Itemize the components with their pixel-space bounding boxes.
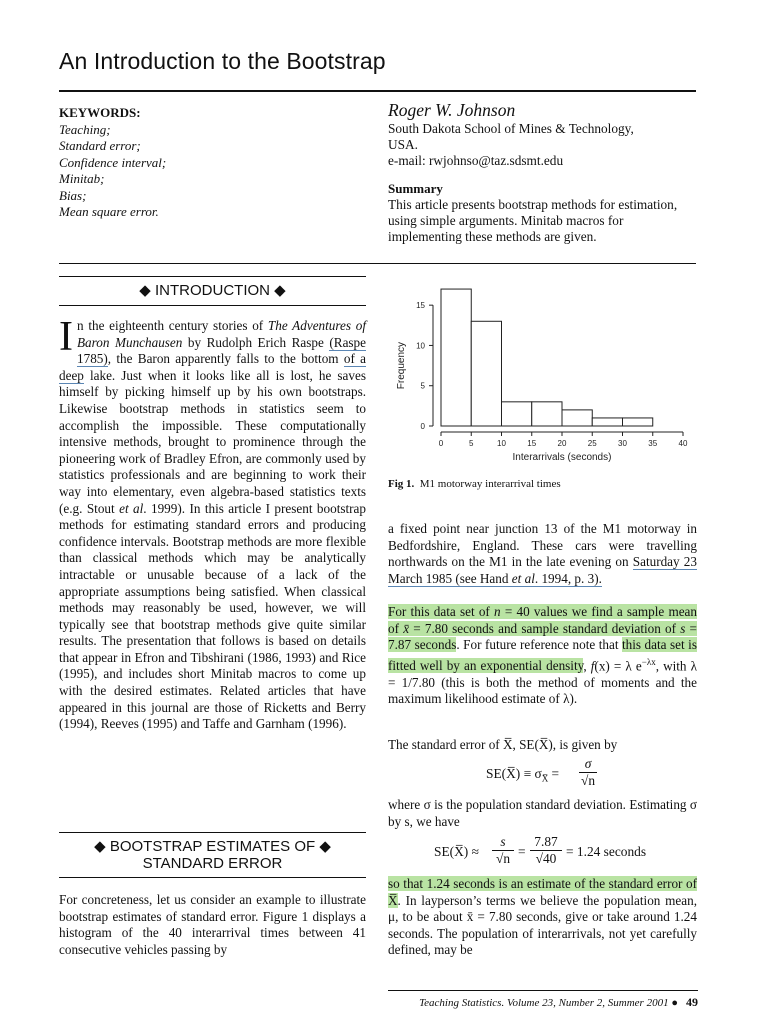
equation-se-estimate	[434, 834, 664, 874]
y-tick-label: 15	[416, 301, 425, 311]
keyword-item: Standard error;	[59, 138, 141, 153]
keywords-heading: KEYWORDS:	[59, 105, 141, 120]
histogram-bar	[592, 418, 622, 426]
eq-text: SE(X̅) ≈	[434, 844, 479, 859]
author-email: e-mail: rwjohnso@taz.sdsmt.edu	[388, 153, 564, 168]
histogram-bar	[471, 321, 501, 426]
histogram-bar	[532, 402, 562, 426]
keyword-item: Mean square error.	[59, 204, 159, 219]
xbar-symbol: x̄	[403, 620, 410, 636]
highlighted-text: so that 1.24 seconds is an estimate of the standard error of X̅	[388, 876, 697, 908]
page-number: 49	[686, 995, 698, 1009]
x-tick-label: 15	[527, 439, 537, 448]
y-tick-label: 5	[420, 381, 425, 391]
text-run: , the Baron apparently falls to the bottom	[107, 351, 344, 367]
footer-rule	[388, 990, 698, 991]
text-run: by Rudolph Erich Raspe	[182, 334, 330, 350]
highlighted-text: = 40 values we find a sample mean of	[388, 604, 697, 636]
text-run: a fixed point near junction 13 of the M1 motorway in Bedfordshire, England. These cars were travelling northwards on the M1 in the late evening on	[388, 521, 697, 570]
highlighted-text: = 7.87 seconds	[388, 620, 697, 653]
eq-numerator: σ	[579, 756, 597, 773]
x-axis-label: Interarrivals (seconds)	[512, 452, 612, 463]
section-heading-line: ◆ BOOTSTRAP ESTIMATES OF ◆	[94, 838, 331, 855]
eq-text: SE(X̅) ≡ σ	[486, 766, 542, 781]
y-tick-label: 0	[420, 422, 425, 431]
x-tick-label: 25	[587, 439, 597, 448]
right-paragraph-1	[388, 521, 697, 587]
underlined-text: of a deep	[59, 351, 366, 383]
figure-label: Fig 1.	[388, 478, 415, 490]
highlighted-text: this data set is fitted well by an exponential density	[388, 637, 697, 674]
author-block	[388, 102, 698, 245]
page-footer	[388, 995, 698, 1010]
text-run: lake. Just when it looks like all is lost, he saves himself by picking himself up by his own bootstraps. Likewise bootstrap methods in statistics seem to accomplish the impossible. These computationally intensive methods, brought to prominence through the pioneering work of Bradley Efron, are commonly used by statistics professionals and are beginning to work their way into elementary, even algebra-based statistics texts (e.g. Stout	[59, 367, 366, 516]
eq-numerator: 7.87	[530, 834, 562, 851]
x-tick-label: 20	[557, 439, 567, 448]
citation-link[interactable]: (Raspe 1785)	[77, 334, 366, 367]
right-paragraph-4: where σ is the population standard deviation. Estimating σ by s, we have	[388, 797, 697, 829]
section2-paragraph: For concreteness, let us consider an example to illustrate bootstrap estimates of standard error. Figure 1 displays a histogram of the 40 interarrival times between 41 consecutive vehicles passing by	[59, 892, 366, 957]
section-rule	[59, 276, 366, 277]
y-axis-label: Frequency	[396, 341, 407, 390]
right-paragraph-3: The standard error of X̅, SE(X̅), is given by	[388, 737, 618, 752]
y-tick-label: 10	[416, 341, 425, 351]
header-divider	[59, 263, 696, 264]
drop-cap: I	[59, 314, 73, 360]
text-run: n the eighteenth century stories of	[77, 318, 268, 333]
text-run: . For future reference note that	[456, 637, 622, 653]
et-al: et al	[119, 500, 144, 516]
keyword-item: Teaching;	[59, 121, 111, 137]
eq-denominator: √n	[580, 773, 596, 788]
et-al: et al	[511, 570, 535, 586]
eq-text: = 1.24 seconds	[566, 844, 647, 859]
article-title: An Introduction to the Bootstrap	[59, 48, 386, 74]
citation-link[interactable]: . 1994, p. 3).	[534, 570, 602, 586]
exponent: −λx	[641, 656, 656, 667]
x-tick-label: 40	[678, 439, 688, 448]
keywords-block	[59, 105, 166, 221]
n-symbol: n	[494, 604, 501, 619]
journal-citation: Teaching Statistics. Volume 23, Number 2, Summer 2001 ●	[419, 997, 678, 1009]
histogram-figure	[388, 276, 698, 476]
histogram-bar	[441, 289, 471, 426]
keyword-item: Confidence interval;	[59, 154, 167, 170]
histogram-bar	[562, 410, 592, 426]
keyword-item: Bias;	[59, 187, 87, 203]
right-paragraph-2	[388, 604, 697, 708]
text-run: (x) = λ e	[594, 658, 642, 674]
figure-caption	[388, 478, 561, 490]
author-affiliation: South Dakota School of Mines & Technology,	[388, 121, 634, 136]
section-rule	[59, 877, 366, 878]
section-heading-line: STANDARD ERROR	[142, 855, 283, 872]
section-heading-bootstrap-se	[59, 838, 366, 872]
citation-link[interactable]: Saturday 23 March 1985 (see Hand	[388, 554, 697, 586]
x-tick-label: 30	[618, 439, 627, 448]
section-rule	[59, 305, 366, 306]
eq-text: =	[551, 766, 560, 781]
x-tick-label: 35	[648, 439, 658, 448]
x-tick-label: 10	[497, 439, 506, 448]
title-rule	[59, 90, 696, 92]
eq-denominator: √n	[495, 851, 511, 866]
eq-denominator: √40	[535, 851, 557, 866]
section-rule	[59, 832, 366, 833]
summary-heading: Summary	[388, 181, 443, 196]
eq-text: =	[518, 844, 526, 859]
book-title: The Adventures of Baron Munchausen	[77, 318, 366, 350]
text-run: ,	[583, 658, 591, 674]
highlighted-text: = 7.80 seconds and sample standard deviation of	[409, 620, 681, 636]
summary-text: This article presents bootstrap methods for estimation, using simple arguments. Minitab macros for implementing these methods are given.	[388, 197, 678, 244]
eq-subscript: X̅	[541, 773, 549, 784]
right-paragraph-5	[388, 876, 697, 959]
f-symbol: f	[590, 658, 595, 674]
text-run: . In layperson’s terms we believe the population mean, μ, to be about x̄ = 7.80 seconds, give or take around 1.24 seconds. The population of interarrivals, not yet carefully defined, may be	[388, 892, 697, 958]
figure-caption-text: M1 motorway interarrival times	[419, 478, 561, 490]
eq-numerator: s	[492, 834, 514, 851]
introduction-paragraph	[59, 314, 366, 733]
text-run: . 1999). In this article I present bootstrap methods for estimating standard errors and producing confidence intervals. Bootstrap methods are more flexible than classical methods which may be analytically intractable or unusable because of a lack of the appropriate assumptions being satisfied. When classical methods may reasonably be used, however, we will typically see that bootstrap methods give quite similar results. The presentation that follows is based on details that appear in Efron and Tibshirani (1986, 1993) and Rice (1995), and includes short Minitab macros to come up with the desired estimates. Related articles that have appeared in this journal are those of Ricketts and Berry (1994), Reeves (1995) and Taffe and Garnham (1996).	[59, 500, 366, 732]
histogram-bar	[623, 418, 653, 426]
author-name: Roger W. Johnson	[388, 100, 516, 120]
x-tick-label: 0	[438, 439, 444, 448]
highlighted-text: For this data set of	[388, 604, 495, 619]
x-tick-label: 5	[469, 439, 474, 448]
author-affiliation-country: USA.	[388, 137, 418, 152]
histogram-bar	[502, 402, 532, 426]
keyword-item: Minitab;	[59, 171, 105, 186]
s-symbol: s	[680, 620, 686, 636]
text-run: , with λ = 1/7.80 (this is both the method of moments and the maximum likelihood estimate of λ).	[388, 658, 698, 707]
section-heading-introduction: ◆ INTRODUCTION ◆	[139, 282, 286, 299]
